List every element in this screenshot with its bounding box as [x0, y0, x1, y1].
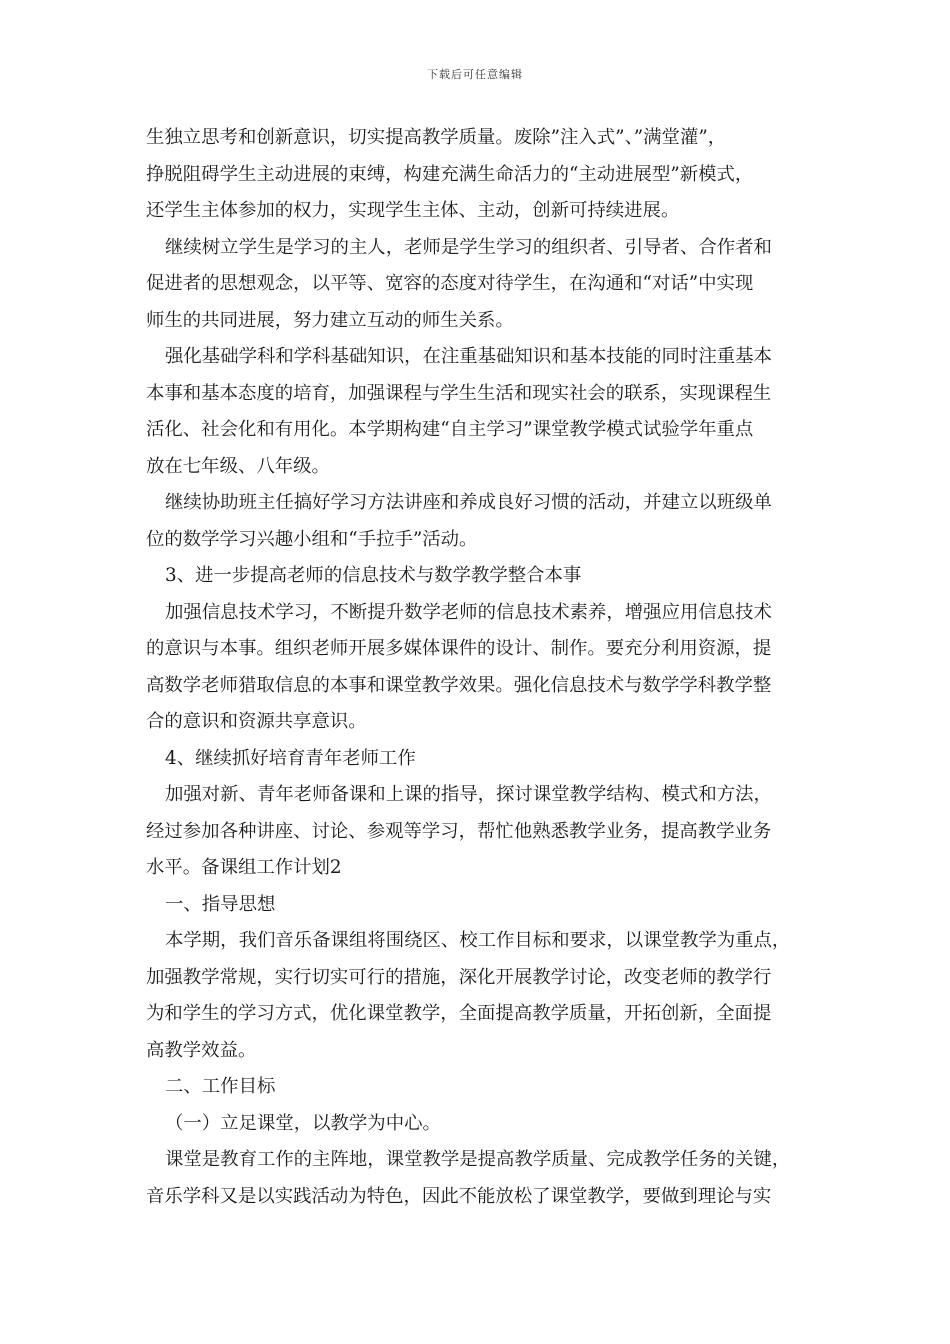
text-line: 师生的共同进展，努力建立互动的师生关系。 — [146, 309, 514, 331]
text-line: 为和学生的学习方式，优化课堂教学，全面提高教学质量，开拓创新，全面提 — [146, 1003, 772, 1024]
text-line: 水平。备课组工作计划2 — [146, 857, 342, 878]
text-line: 还学生主体参加的权力，实现学生主体、主动，创新可持续进展。 — [146, 200, 680, 221]
text-line: 促进者的思想观念，以平等、宽容的态度对待学生，在沟通和“对话”中实现 — [146, 273, 754, 294]
text-line: 继续树立学生是学习的主人，老师是学生学习的组织者、引导者、合作者和 — [165, 236, 772, 258]
text-line: 一、指导思想 — [165, 893, 276, 915]
page-header: 下载后可任意编辑 — [427, 68, 523, 81]
text-line: 强化基础学科和学科基础知识，在注重基础知识和基本技能的同时注重基本 — [165, 346, 772, 367]
text-line: 放在七年级、八年级。 — [146, 455, 330, 477]
text-line: 课堂是教育工作的主阵地，课堂教学是提高教学质量、完成教学任务的关键， — [165, 1149, 791, 1170]
text-line: 生独立思考和创新意识，切实提高教学质量。废除”注入式”、”满堂灌”， — [146, 127, 727, 148]
text-line: 经过参加各种讲座、讨论、参观等学习，帮忙他熟悉教学业务，提高教学业务 — [146, 820, 772, 842]
text-line: 加强对新、青年老师备课和上课的指导，探讨课堂教学结构、模式和方法， — [165, 784, 772, 805]
text-line: 位的数学学习兴趣小组和“手拉手”活动。 — [146, 528, 478, 550]
text-line: 活化、社会化和有用化。本学期构建“自主学习”课堂教学模式试验学年重点 — [146, 419, 754, 440]
text-line: 二、工作目标 — [165, 1076, 276, 1097]
text-line: （一）立足课堂，以教学为中心。 — [165, 1112, 441, 1134]
text-line: 合的意识和资源共享意识。 — [146, 711, 367, 732]
text-line: 3、进一步提高老师的信息技术与数学教学整合本事 — [165, 565, 582, 586]
text-line: 加强教学常规，实行切实可行的措施，深化开展教学讨论，改变老师的教学行 — [146, 966, 772, 988]
text-line: 挣脱阻碍学生主动进展的束缚，构建充满生命活力的“主动进展型”新模式， — [146, 163, 754, 185]
document-body — [146, 120, 816, 1215]
text-line: 本学期，我们音乐备课组将围绕区、校工作目标和要求，以课堂教学为重点， — [165, 930, 791, 951]
text-line: 音乐学科又是以实践活动为特色，因此不能放松了课堂教学，要做到理论与实 — [146, 1185, 772, 1207]
text-line: 本事和基本态度的培育，加强课程与学生生活和现实社会的联系，实现课程生 — [146, 382, 772, 404]
text-line: 高教学效益。 — [146, 1039, 257, 1061]
text-line: 加强信息技术学习，不断提升数学老师的信息技术素养，增强应用信息技术 — [165, 601, 772, 623]
text-line: 高数学老师猎取信息的本事和课堂教学效果。强化信息技术与数学学科教学整 — [146, 674, 772, 696]
text-line: 的意识与本事。组织老师开展多媒体课件的设计、制作。要充分利用资源，提 — [146, 638, 772, 659]
text-line: 4、继续抓好培育青年老师工作 — [165, 747, 416, 769]
text-line: 继续协助班主任搞好学习方法讲座和养成良好习惯的活动，并建立以班级单 — [165, 492, 772, 513]
